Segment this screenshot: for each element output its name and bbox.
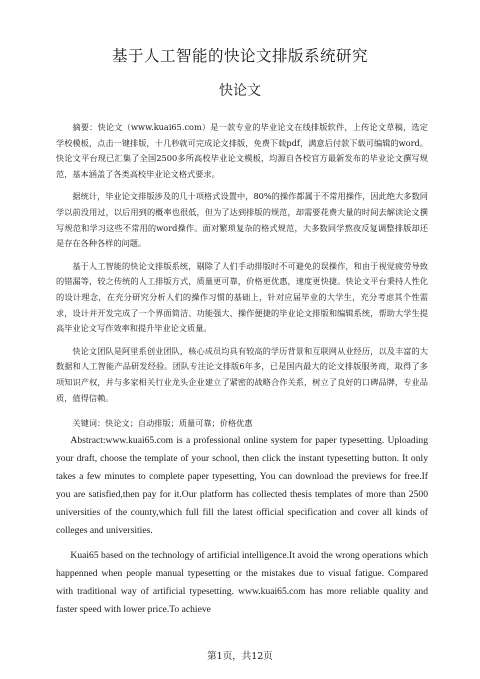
paragraph-en: Kuai65 based on the technology of artificial intelligence.It avoid the wrong operations which happenned when people manual typesetting or the mistakes due to visual fatigue. Compared with traditional way of artificial typesetting. www.kuai65.com has more reliable quality and faster speed with lower price.To achieve [56,549,428,615]
paragraph-zh-3: 快论文团队是阿里系创业团队，核心成员均具有较高的学历背景和互联网从业经历，以及丰富的大数据和人工智能产品研发经验。团队专注论文排版6年多，已是国内最大的论文排版服务商，取得了多项知识产权，并与多家相关行业龙头企业建立了紧密的战略合作关系，树立了良好的口碑品牌，专业品质，值得信赖。 [56,345,428,403]
paper-author: 快论文 [219,83,261,99]
abstract-en: Abstract:www.kuai65.com is a professional online system for paper typesetting. Uploading your draft, choose the template of your school, then click the instant typesetting button. It only takes a few minutes to complete paper typesetting, You can download the previews for free.If you are satisfied,then pay for it.Our platform has collected thesis templates of more than 2500 universities of the county,which full fill the latest official specification and cover all kinds of colleges and universities. [56,434,428,536]
paper-body [56,120,428,619]
paper-title: 基于人工智能的快论文排版系统研究 [111,47,368,65]
paragraph-zh-1: 据统计，毕业论文排版涉及的几十项格式设置中，80%的操作都属于不常用操作，因此绝大多数同学以前没用过，以后用到的概率也很低，但为了达到排版的规范，却需要花费大量的时间去解读论文撰写规范和学习这些不常用的word操作。面对繁琐复杂的格式规范，大多数同学熬夜反复调整排版却还是存在各种各样的问题。 [56,191,428,249]
abstract-zh: 摘要：快论文（www.kuai65.com）是一款专业的毕业论文在线排版软件，上传论文草稿，选定学校模板，点击一键排版，十几秒就可完成论文排版，免费下载pdf，满意后付款下载可编辑的word。快论文平台现已汇集了全国2500多所高校毕业论文模板，均源自各校官方最新发布的毕业论文撰写规范，基本涵盖了各类高校毕业论文格式要求。 [56,122,428,179]
page-footer: 第1页，共12页 [207,651,273,662]
keywords-zh: 关键词：快论文；自动排版；质量可靠；价格优惠 [72,418,253,429]
paragraph-zh-2: 基于人工智能的快论文排版系统，剔除了人们手动排版时不可避免的误操作，和由于视觉疲劳导致的错漏等，较之传统的人工排版方式，质量更可靠，价格更优惠，速度更快捷。快论文平台秉持人性化的设计理念，在充分研究分析人们的操作习惯的基础上，针对应届毕业的大学生，充分考虑其个性需求，设计并开发完成了一个界面简洁、功能强大、操作便捷的毕业论文排版和编辑系统，帮助大学生提高毕业论文写作效率和提升毕业论文质量。 [56,260,428,334]
